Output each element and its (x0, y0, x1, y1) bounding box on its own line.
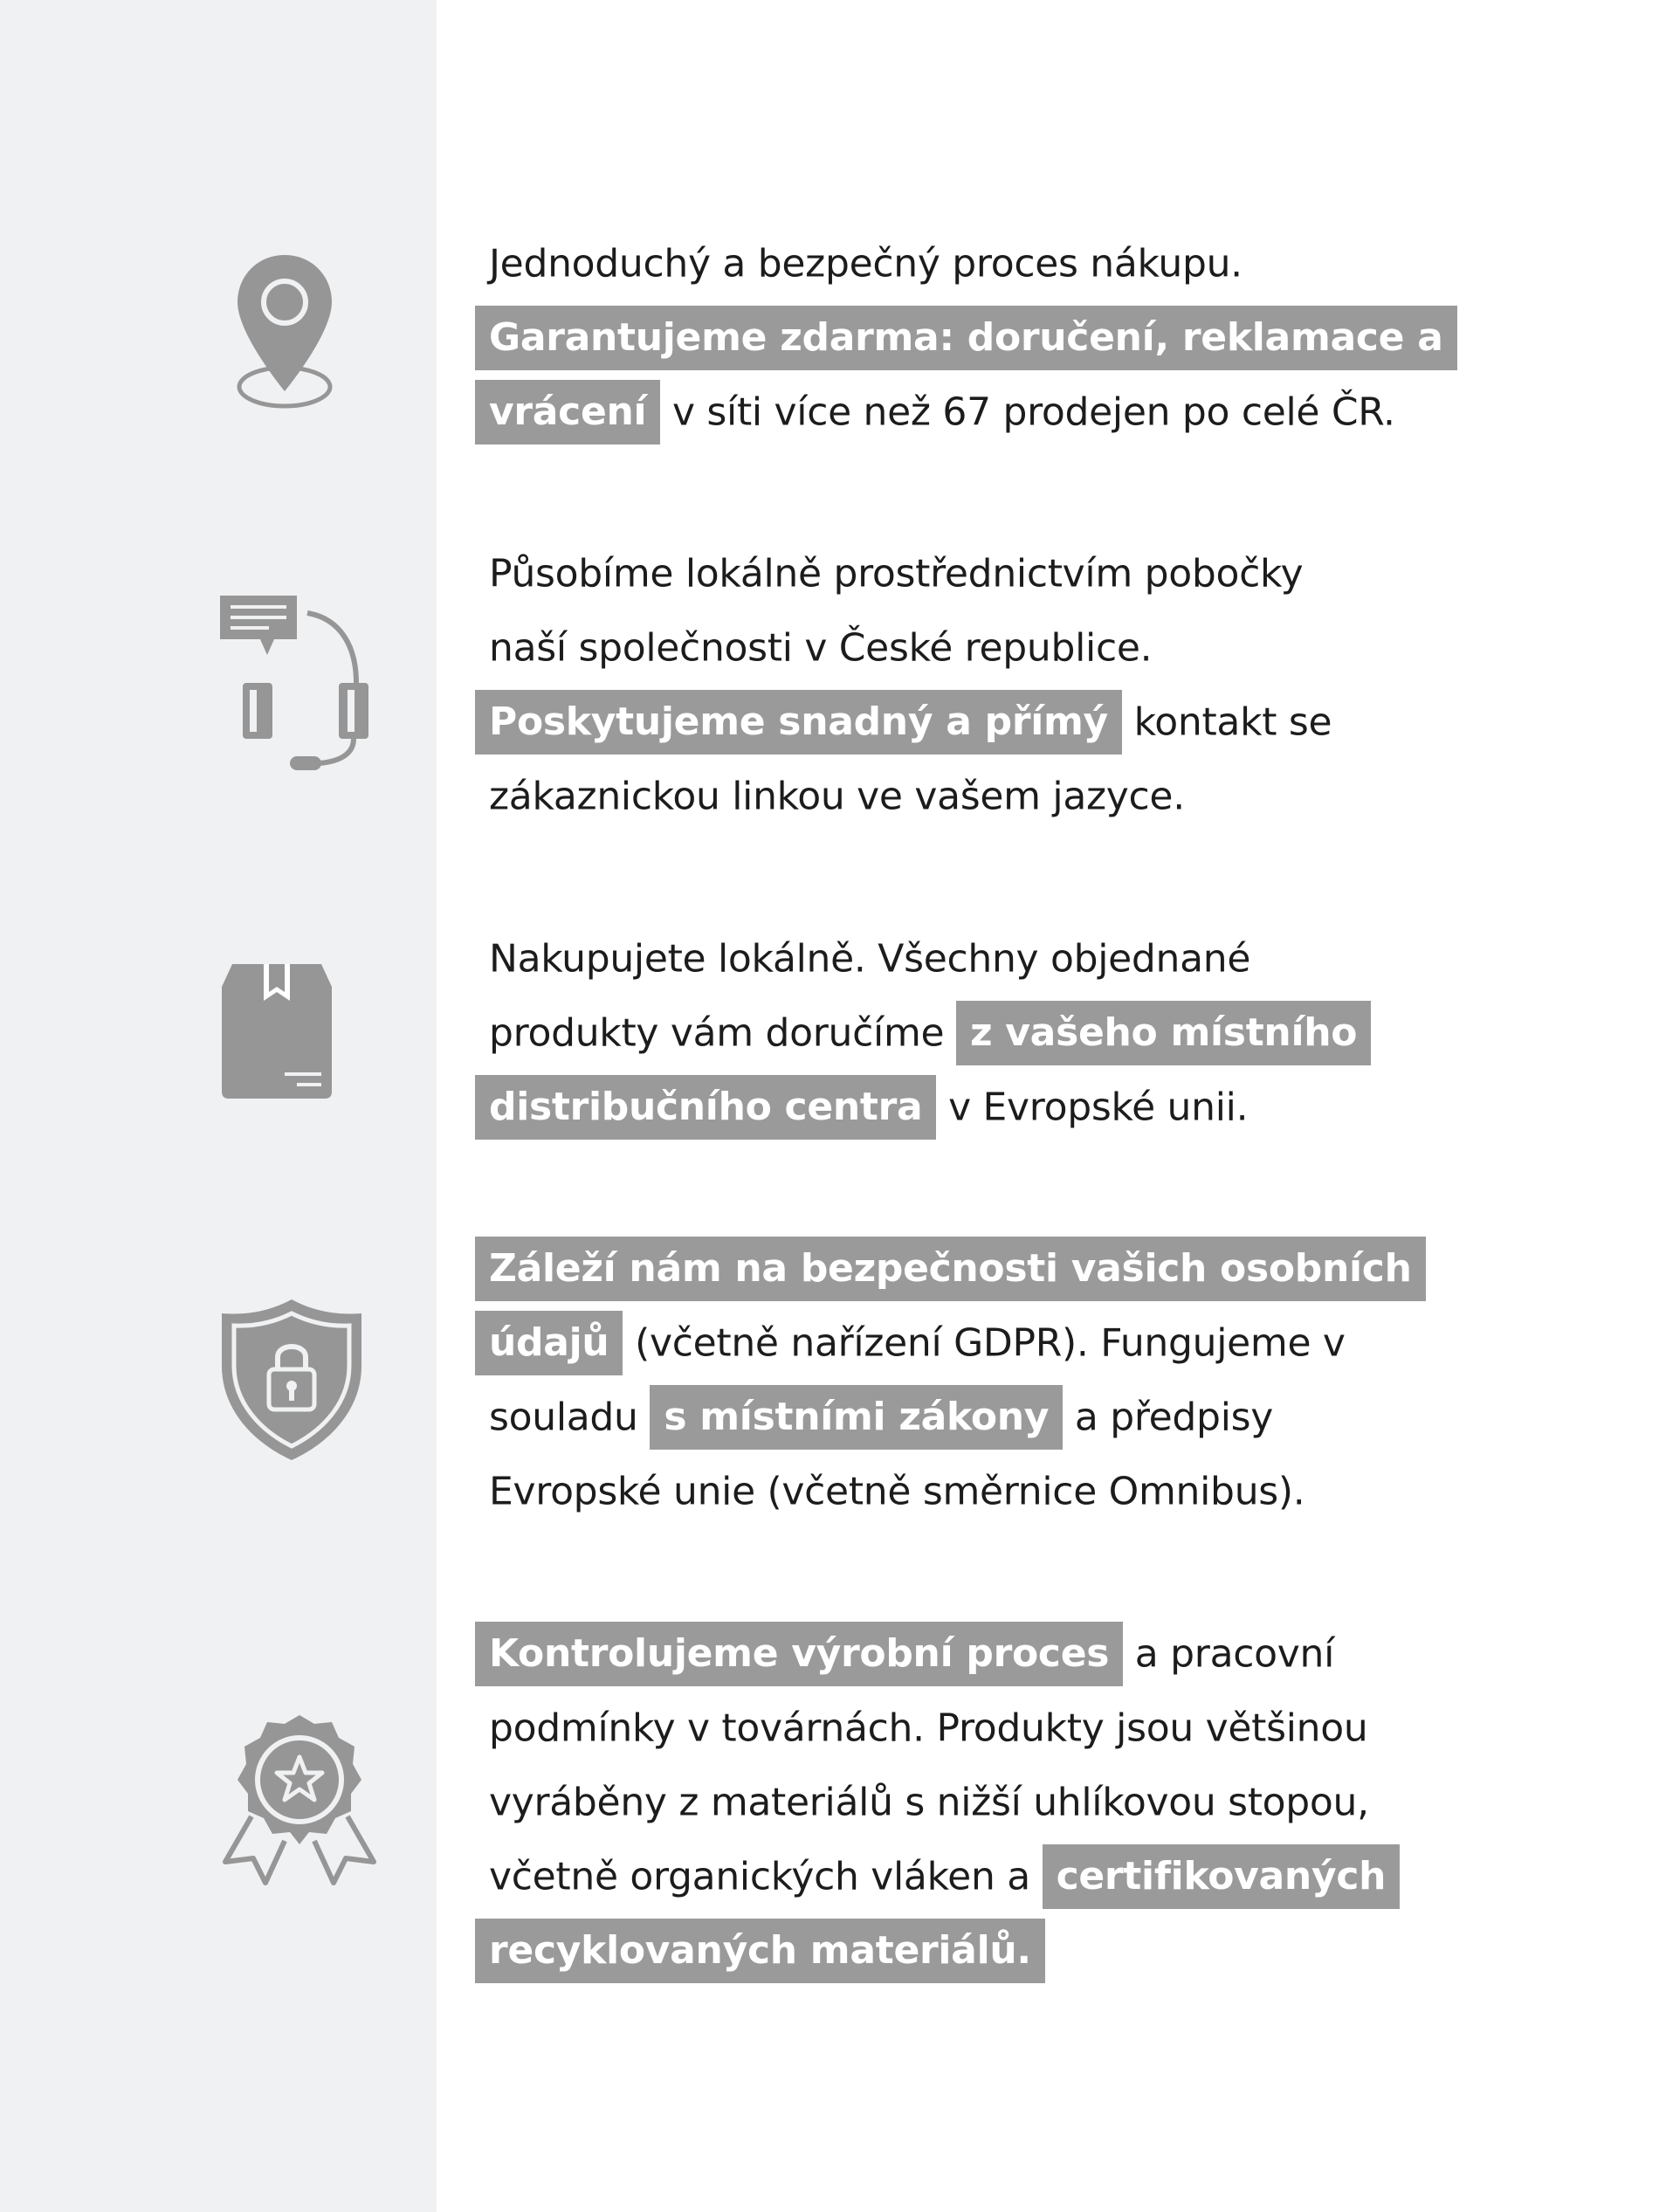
highlight: s místními zákony (650, 1385, 1063, 1450)
highlight: z vašeho místního (956, 1001, 1371, 1065)
shield-lock-icon (218, 1296, 365, 1464)
text-line: údajů (včetně nařízení GDPR). Fungujeme v (489, 1304, 1502, 1378)
highlight: vrácení (475, 380, 660, 444)
text-line: souladu s místními zákony a předpisy (489, 1378, 1502, 1452)
award-badge-icon (217, 1712, 382, 1886)
highlight: distribučního centra (475, 1075, 936, 1140)
highlight: certifikovaných (1043, 1844, 1401, 1909)
feature-text-support (489, 534, 1502, 831)
text-line: zákaznickou linkou ve vašem jazyce. (489, 774, 1185, 819)
highlight: Garantujeme zdarma: doručení, reklamace a (475, 306, 1457, 370)
text-line: podmínky v továrnách. Produkty jsou většinou (489, 1706, 1368, 1751)
text-line (489, 299, 1502, 373)
text-line: produkty vám doručíme z vašeho místního (489, 994, 1502, 1068)
highlight: Kontrolujeme výrobní proces (475, 1622, 1123, 1686)
highlight: Záleží nám na bezpečnosti vašich osobních (475, 1237, 1426, 1301)
package-box-icon (220, 961, 334, 1100)
feature-text-privacy (489, 1230, 1502, 1526)
text-line: Působíme lokálně prostřednictvím pobočky (489, 551, 1304, 596)
text-line: naší společnosti v České republice. (489, 625, 1153, 671)
text-line: Nakupujete lokálně. Všechny objednané (489, 936, 1251, 982)
highlight: údajů (475, 1311, 623, 1375)
feature-text-delivery (489, 920, 1502, 1142)
text-line (489, 1230, 1502, 1304)
text-line: Jednoduchý a bezpečný proces nákupu. (489, 241, 1243, 286)
text-line (489, 1912, 1502, 1986)
feature-text-purchase (489, 224, 1502, 447)
highlight: recyklovaných materiálů. (475, 1919, 1045, 1983)
highlight: Poskytujeme snadný a přímý (475, 690, 1122, 755)
text-line: Evropské unie (včetně směrnice Omnibus). (489, 1469, 1305, 1514)
feature-text-sustainability (489, 1615, 1502, 1986)
text-line: distribučního centra v Evropské unii. (489, 1068, 1502, 1142)
text-line: včetně organických vláken a certifikovaných (489, 1837, 1502, 1912)
text-line: vrácení v síti více než 67 prodejen po celé ČR. (489, 373, 1502, 447)
text-line: vyráběny z materiálů s nižší uhlíkovou stopou, (489, 1780, 1369, 1825)
text-line: Poskytujeme snadný a přímý kontakt se (489, 683, 1502, 757)
location-pin-icon (234, 252, 335, 416)
headset-chat-icon (217, 592, 374, 772)
text-line: Kontrolujeme výrobní proces a pracovní (489, 1615, 1502, 1689)
